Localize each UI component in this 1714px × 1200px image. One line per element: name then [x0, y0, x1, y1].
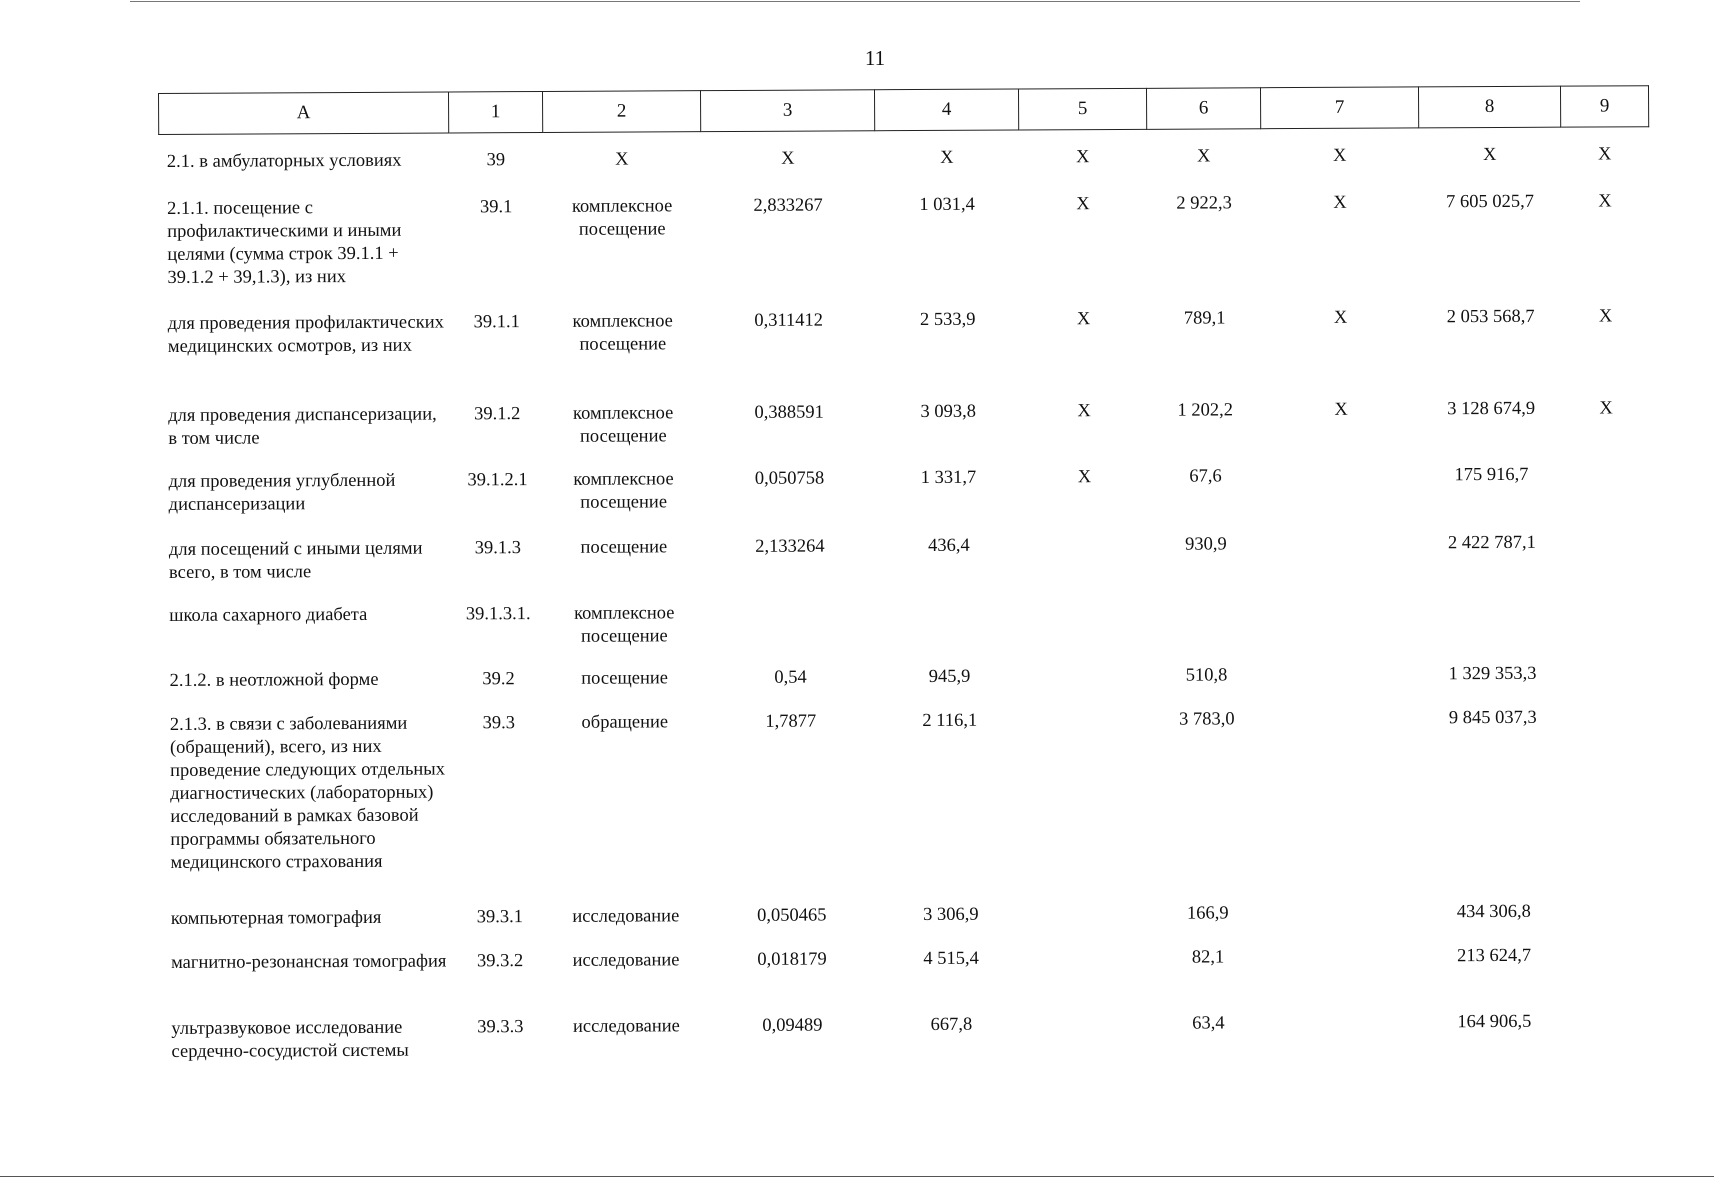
row-col-5 — [1023, 1003, 1151, 1068]
row-col-8: 3 128 674,9 — [1447, 398, 1536, 420]
row-col-7: Х — [1333, 145, 1347, 166]
row-col-6: 510,8 — [1185, 665, 1228, 686]
header-cell-6: 6 — [1146, 88, 1260, 130]
row-unit: исследование — [572, 1016, 680, 1037]
row-col-4: 2 116,1 — [922, 710, 978, 732]
header-cell-7: 7 — [1260, 87, 1418, 129]
row-unit: обращение — [581, 712, 669, 733]
row-col-7: Х — [1334, 399, 1348, 420]
row-col-5 — [1023, 937, 1151, 1004]
row-col-7 — [1263, 588, 1421, 654]
row-col-9 — [1562, 453, 1650, 521]
row-col-6 — [1149, 589, 1263, 655]
table-row — [163, 934, 1653, 1008]
row-unit: комплексное посещение — [572, 403, 674, 447]
row-col-3: 0,050758 — [754, 468, 825, 489]
row-unit: комплексное посещение — [574, 603, 675, 647]
row-col-6: 82,1 — [1191, 947, 1225, 968]
page-number: 11 — [864, 46, 886, 70]
row-col-4: 2 533,9 — [919, 309, 976, 331]
row-col-3: 0,311412 — [754, 310, 824, 331]
row-col-3: 0,388591 — [754, 402, 824, 423]
row-col-7 — [1262, 454, 1420, 523]
row-col-9: Х — [1598, 144, 1612, 165]
row-col-5 — [1023, 893, 1151, 938]
header-cell-3: 3 — [700, 90, 874, 132]
row-col-5 — [1021, 590, 1149, 656]
row-col-4: 1 331,7 — [920, 467, 977, 489]
row-name: для проведения диспансеризации, в том числе — [168, 404, 437, 449]
scan-border-bottom — [0, 1176, 1714, 1177]
row-code: 39.1.2.1 — [467, 470, 528, 491]
row-col-7 — [1263, 522, 1421, 589]
row-code: 39.1.2 — [474, 404, 521, 425]
row-col-6: 930,9 — [1185, 534, 1227, 555]
row-col-3: 0,09489 — [762, 1015, 823, 1036]
row-name: ультразвуковое исследование сердечно-сосудистой системы — [171, 1017, 409, 1062]
row-col-9 — [1564, 696, 1653, 890]
table-row — [163, 1000, 1653, 1072]
row-col-8: 2 422 787,1 — [1447, 532, 1536, 554]
row-code: 39.2 — [482, 669, 515, 690]
row-col-9 — [1563, 652, 1651, 696]
row-col-6: 3 783,0 — [1178, 709, 1235, 730]
row-col-3 — [703, 591, 877, 657]
row-col-5: Х — [1077, 467, 1092, 488]
row-col-5 — [1021, 655, 1149, 700]
row-name: компьютерная томография — [170, 907, 382, 929]
table-row — [160, 453, 1650, 529]
row-name: 2.1.3. в связи с заболеваниями (обращений), всего, из них проведение следующих отдельных диагностических (лабораторных) исследований в рамках базовой программы обязательного медицинского страхования — [169, 713, 445, 873]
row-col-5: Х — [1076, 309, 1091, 330]
row-col-4: 3 306,9 — [923, 904, 979, 926]
row-code: 39.1.3 — [474, 538, 522, 559]
row-code: 39.3.2 — [476, 951, 524, 972]
row-name: 2.1.1. посещение с профилактическими и иными целями (сумма строк 39.1.1 + 39.1.2 + 39,1.3), из них — [167, 198, 402, 288]
table-row — [159, 180, 1650, 303]
row-col-3: 1,7877 — [765, 711, 817, 732]
row-col-6: 166,9 — [1186, 903, 1229, 924]
row-col-8 — [1421, 588, 1563, 654]
row-col-4: Х — [940, 147, 954, 168]
row-col-8: Х — [1483, 144, 1497, 166]
row-col-7: Х — [1333, 192, 1347, 213]
table-row — [160, 295, 1650, 395]
table-row — [162, 696, 1653, 898]
row-col-7 — [1263, 653, 1421, 698]
row-col-5: Х — [1077, 401, 1091, 422]
row-col-8: 7 605 025,7 — [1446, 191, 1535, 213]
row-col-3: 2,833267 — [753, 195, 823, 216]
row-col-4: 1 031,4 — [919, 194, 975, 216]
row-unit: Х — [615, 149, 629, 170]
header-cell-9: 9 — [1560, 86, 1648, 127]
row-col-3: 0,54 — [774, 667, 807, 688]
row-col-9: Х — [1598, 306, 1613, 327]
data-table — [158, 85, 1654, 1072]
table-row — [161, 587, 1651, 660]
row-col-6: 67,6 — [1189, 466, 1222, 487]
row-col-9: Х — [1599, 398, 1613, 419]
row-code: 39 — [486, 150, 506, 171]
header-cell-2: 2 — [542, 91, 700, 133]
row-col-8: 2 053 568,7 — [1446, 306, 1535, 328]
row-code: 39.3.1 — [476, 907, 523, 928]
row-col-4: 667,8 — [930, 1014, 973, 1035]
row-code: 39.3 — [482, 713, 516, 734]
row-col-9 — [1563, 587, 1651, 652]
row-name: для посещений с иными целями всего, в том числе — [168, 538, 423, 583]
row-unit: комплексное посещение — [573, 469, 674, 513]
row-col-8: 164 906,5 — [1457, 1011, 1532, 1033]
row-col-3: Х — [781, 148, 795, 169]
row-col-6: 63,4 — [1192, 1013, 1225, 1034]
row-col-4: 3 093,8 — [920, 401, 976, 423]
row-col-6: 1 202,2 — [1177, 400, 1233, 421]
row-name: для проведения углубленной диспансеризации — [168, 470, 396, 515]
row-col-8: 434 306,8 — [1456, 901, 1531, 923]
row-col-4: 436,4 — [928, 535, 970, 556]
row-col-7: Х — [1333, 307, 1348, 328]
table-row — [161, 652, 1651, 704]
row-unit: комплексное посещение — [572, 311, 673, 355]
row-col-3: 0,050465 — [757, 905, 827, 926]
header-cell-5: 5 — [1018, 88, 1146, 130]
header-cell-1: 1 — [448, 91, 542, 132]
row-unit: комплексное посещение — [571, 196, 673, 240]
header-cell-a: А — [159, 92, 449, 135]
scan-border-top — [130, 1, 1580, 2]
row-col-5 — [1022, 699, 1151, 894]
table-row — [161, 521, 1651, 595]
row-name: магнитно-резонансная томография — [171, 951, 447, 973]
table-body — [159, 127, 1654, 1072]
row-col-9 — [1565, 890, 1653, 934]
data-table-wrapper — [158, 85, 1653, 1072]
row-col-8: 1 329 353,3 — [1448, 663, 1537, 685]
row-unit: исследование — [572, 906, 680, 927]
row-col-5: Х — [1076, 194, 1090, 215]
row-col-6: Х — [1197, 146, 1211, 167]
row-col-7 — [1265, 891, 1423, 936]
header-cell-8: 8 — [1418, 86, 1560, 128]
row-unit: исследование — [572, 950, 680, 971]
row-col-4: 4 515,4 — [923, 948, 979, 970]
row-unit: посещение — [581, 668, 668, 689]
row-col-9 — [1565, 934, 1653, 1000]
row-unit: посещение — [580, 537, 668, 558]
row-col-5: Х — [1076, 147, 1090, 168]
row-code: 39.3.3 — [477, 1017, 524, 1038]
row-col-5 — [1021, 524, 1149, 591]
row-name: для проведения профилактических медицинских осмотров, из них — [167, 312, 444, 357]
table-row — [160, 387, 1650, 461]
row-col-8: 9 845 037,3 — [1448, 707, 1537, 729]
row-name: школа сахарного диабета — [169, 604, 368, 626]
row-col-7 — [1264, 697, 1423, 892]
row-col-9 — [1565, 1000, 1653, 1064]
row-col-7 — [1265, 1001, 1423, 1066]
row-col-4 — [877, 590, 1021, 656]
row-code: 39.1.1 — [473, 312, 520, 333]
row-col-3: 0,018179 — [757, 949, 827, 970]
row-col-4: 945,9 — [928, 666, 971, 687]
row-code: 39.1 — [479, 197, 513, 218]
row-code: 39.1.3.1. — [465, 604, 531, 625]
table-row — [163, 890, 1653, 942]
row-col-9: Х — [1598, 191, 1612, 212]
row-col-9 — [1563, 521, 1651, 587]
row-col-6: 2 922,3 — [1176, 193, 1232, 214]
row-col-8: 213 624,7 — [1456, 945, 1532, 967]
header-cell-4: 4 — [874, 89, 1018, 131]
row-col-7 — [1265, 935, 1423, 1002]
row-name: 2.1. в амбулаторных условиях — [166, 150, 402, 172]
row-name: 2.1.2. в неотложной форме — [169, 669, 379, 691]
table-row — [159, 133, 1649, 188]
row-col-8: 175 916,7 — [1454, 464, 1529, 486]
row-col-3: 2,133264 — [755, 536, 825, 557]
row-col-6: 789,1 — [1183, 308, 1226, 329]
